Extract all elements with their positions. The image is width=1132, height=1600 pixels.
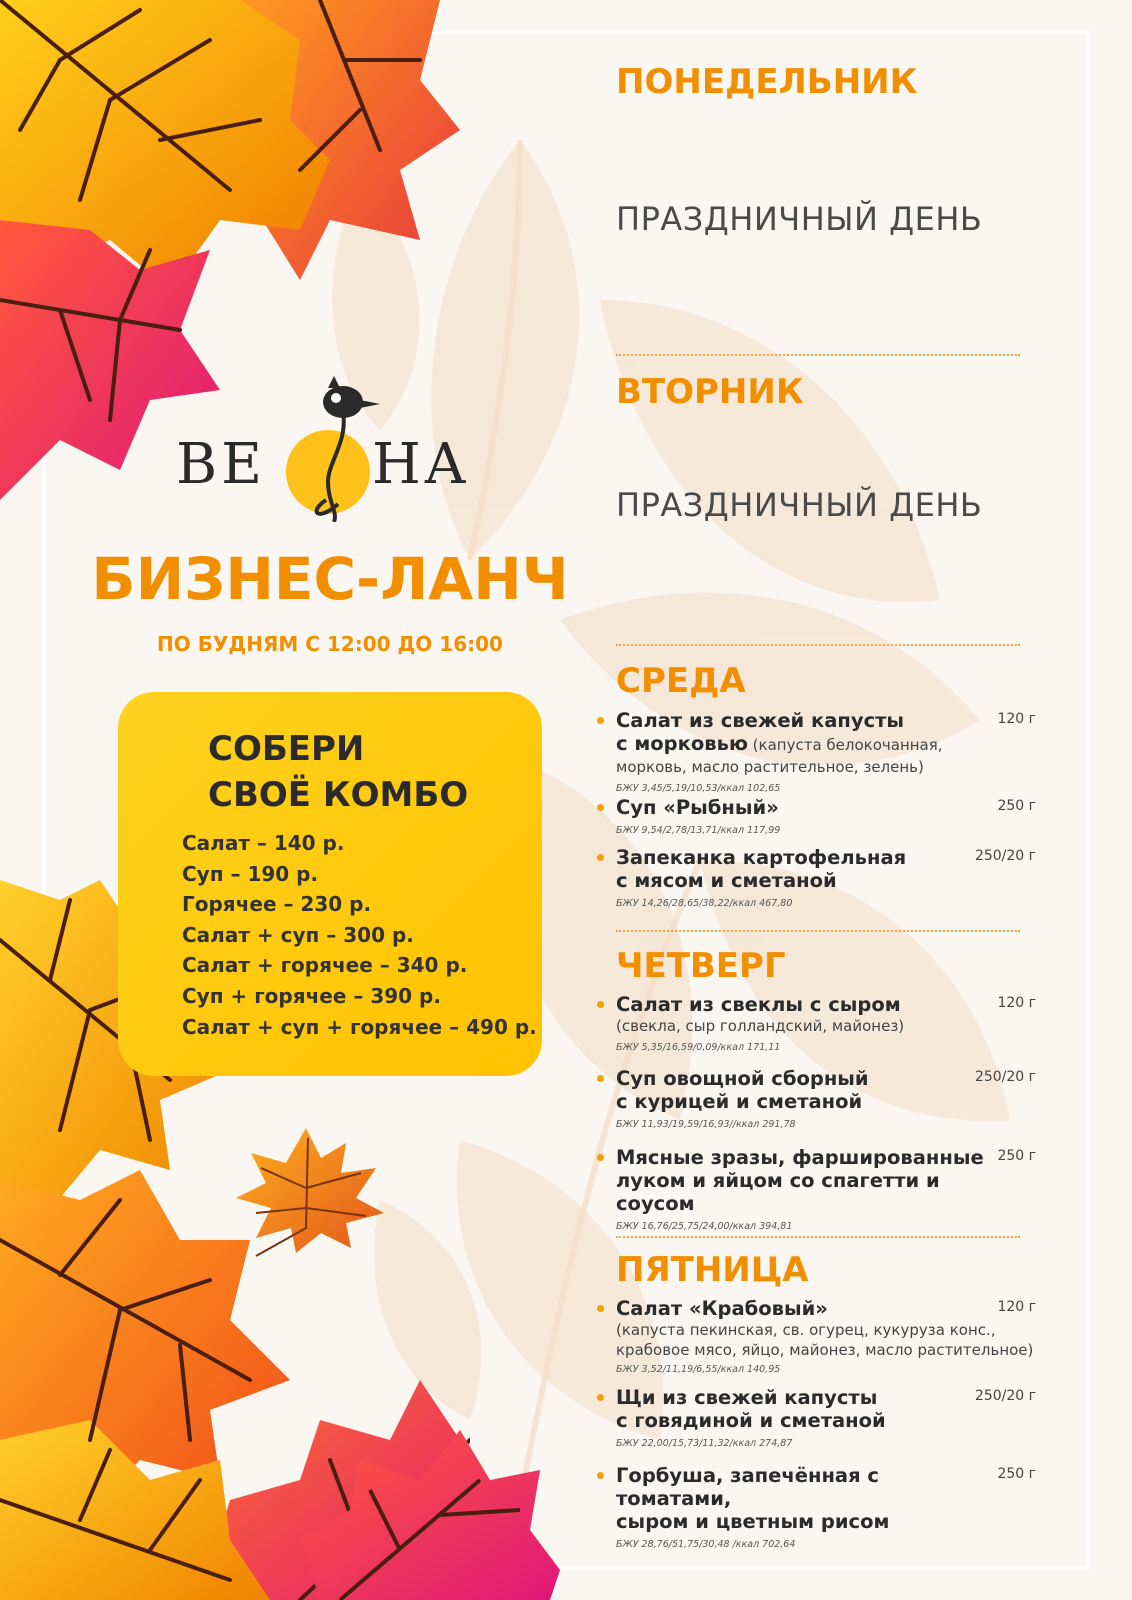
combo-price-item: Суп – 190 р. (182, 861, 319, 886)
dish-description: (капуста пекинская, св. огурец, кукуруза конс., (616, 1321, 996, 1339)
dish-nutrition: БЖУ 3,45/5,19/10,53/ккал 102,65 (616, 783, 781, 794)
day-title-monday: ПОНЕДЕЛЬНИК (616, 62, 918, 102)
menu-dish (616, 709, 1036, 794)
combo-price-item: Горячее – 230 р. (182, 892, 372, 917)
maple-leaf-bottom-center-icon (260, 1420, 560, 1600)
combo-price-item: Салат + горячее – 340 р. (182, 953, 468, 978)
dish-name: Запеканка картофельная с мясом и сметаной (616, 846, 907, 892)
dish-nutrition: БЖУ 9,54/2,78/13,71/ккал 117,99 (616, 825, 781, 836)
dish-nutrition: БЖУ 16,76/25,75/24,00/ккал 394,81 (616, 1221, 793, 1232)
bullet-icon (597, 717, 604, 724)
dish-description: морковь, масло растительное, зелень) (616, 758, 924, 776)
dish-weight: 120 г (997, 995, 1036, 1011)
divider (616, 1236, 1020, 1238)
day-title-wednesday: СРЕДА (616, 661, 746, 701)
dish-name: Салат «Крабовый» (616, 1297, 828, 1320)
dish-weight: 120 г (997, 1299, 1036, 1315)
dish-weight: 120 г (997, 711, 1036, 727)
menu-dish (616, 1386, 1036, 1449)
dish-weight: 250/20 г (974, 1069, 1036, 1085)
dish-weight: 250 г (997, 1148, 1036, 1164)
combo-price-item: Салат + суп + горячее – 490 р. (182, 1014, 537, 1039)
divider (616, 644, 1020, 646)
dish-weight: 250 г (997, 1466, 1036, 1482)
brand-logo-text-left: BE (176, 432, 267, 497)
small-maple-leaf-icon (236, 1128, 386, 1258)
day-title-friday: ПЯТНИЦА (616, 1250, 809, 1290)
dish-nutrition: БЖУ 3,52/11,19/6,55/ккал 140,95 (616, 1364, 781, 1375)
menu-dish (616, 1146, 1036, 1232)
dish-nutrition: БЖУ 11,93/19,59/16,93//ккал 291,78 (616, 1119, 796, 1130)
day-note-tuesday: ПРАЗДНИЧНЫЙ ДЕНЬ (616, 486, 983, 524)
day-title-tuesday: ВТОРНИК (616, 372, 804, 412)
bullet-icon (597, 1001, 604, 1008)
dish-name: Щи из свежей капусты с говядиной и сметаной (616, 1386, 886, 1432)
dish-name: Мясные зразы, фаршированные луком и яйцом со спагетти и соусом (616, 1146, 984, 1215)
dish-nutrition: БЖУ 22,00/15,73/11,32/ккал 274,87 (616, 1438, 793, 1449)
page-subtitle: ПО БУДНЯМ С 12:00 ДО 16:00 (157, 632, 503, 656)
menu-dish (616, 796, 1036, 836)
dish-description: (капуста белокочанная, (747, 736, 943, 754)
combo-card (118, 692, 542, 1076)
menu-dish (616, 1464, 1036, 1550)
dish-name: Салат из свеклы с сыром (616, 993, 901, 1016)
day-title-thursday: ЧЕТВЕРГ (616, 946, 786, 986)
dish-name: Салат из свежей капусты с морковью (капуста белокочанная, (616, 709, 943, 755)
menu-dish (616, 1067, 1036, 1130)
bullet-icon (597, 1154, 604, 1161)
divider (616, 930, 1020, 932)
combo-price-item: Салат + суп – 300 р. (182, 922, 414, 947)
dish-description: крабовое мясо, яйцо, майонез, масло растительное) (616, 1341, 1034, 1359)
day-note-monday: ПРАЗДНИЧНЫЙ ДЕНЬ (616, 200, 983, 238)
bullet-icon (597, 804, 604, 811)
brand-logo (176, 372, 486, 532)
dish-name: Суп «Рыбный» (616, 796, 779, 819)
dish-nutrition: БЖУ 14,26/28,65/38,22/ккал 467,80 (616, 898, 793, 909)
menu-dish (616, 846, 1036, 909)
dish-nutrition: БЖУ 28,76/51,75/30,48 /ккал 702,64 (616, 1539, 796, 1550)
page-title: БИЗНЕС-ЛАНЧ (91, 545, 569, 613)
bullet-icon (597, 854, 604, 861)
brand-logo-text-right: HA (372, 432, 470, 497)
combo-price-item: Суп + горячее – 390 р. (182, 983, 441, 1008)
dish-name: Горбуша, запечённая с томатами, сыром и цветным рисом (616, 1464, 890, 1533)
dish-name: Суп овощной сборный с курицей и сметаной (616, 1067, 869, 1113)
dish-weight: 250/20 г (974, 848, 1036, 864)
dish-description: (свекла, сыр голландский, майонез) (616, 1017, 905, 1035)
dish-weight: 250/20 г (974, 1388, 1036, 1404)
dish-weight: 250 г (997, 798, 1036, 814)
bullet-icon (597, 1305, 604, 1312)
combo-price-item: Салат – 140 р. (182, 831, 345, 855)
combo-price-list (182, 828, 537, 1042)
bullet-icon (597, 1394, 604, 1401)
combo-title-line-2: СВОЁ КОМБО (208, 775, 469, 815)
menu-dish (616, 993, 1036, 1053)
combo-title (208, 726, 468, 818)
combo-title-line-1: СОБЕРИ (208, 729, 365, 769)
bullet-icon (597, 1472, 604, 1479)
divider (616, 354, 1020, 356)
bullet-icon (597, 1075, 604, 1082)
menu-dish (616, 1297, 1036, 1375)
dish-nutrition: БЖУ 5,35/16,59/0,09/ккал 171,11 (616, 1042, 781, 1053)
